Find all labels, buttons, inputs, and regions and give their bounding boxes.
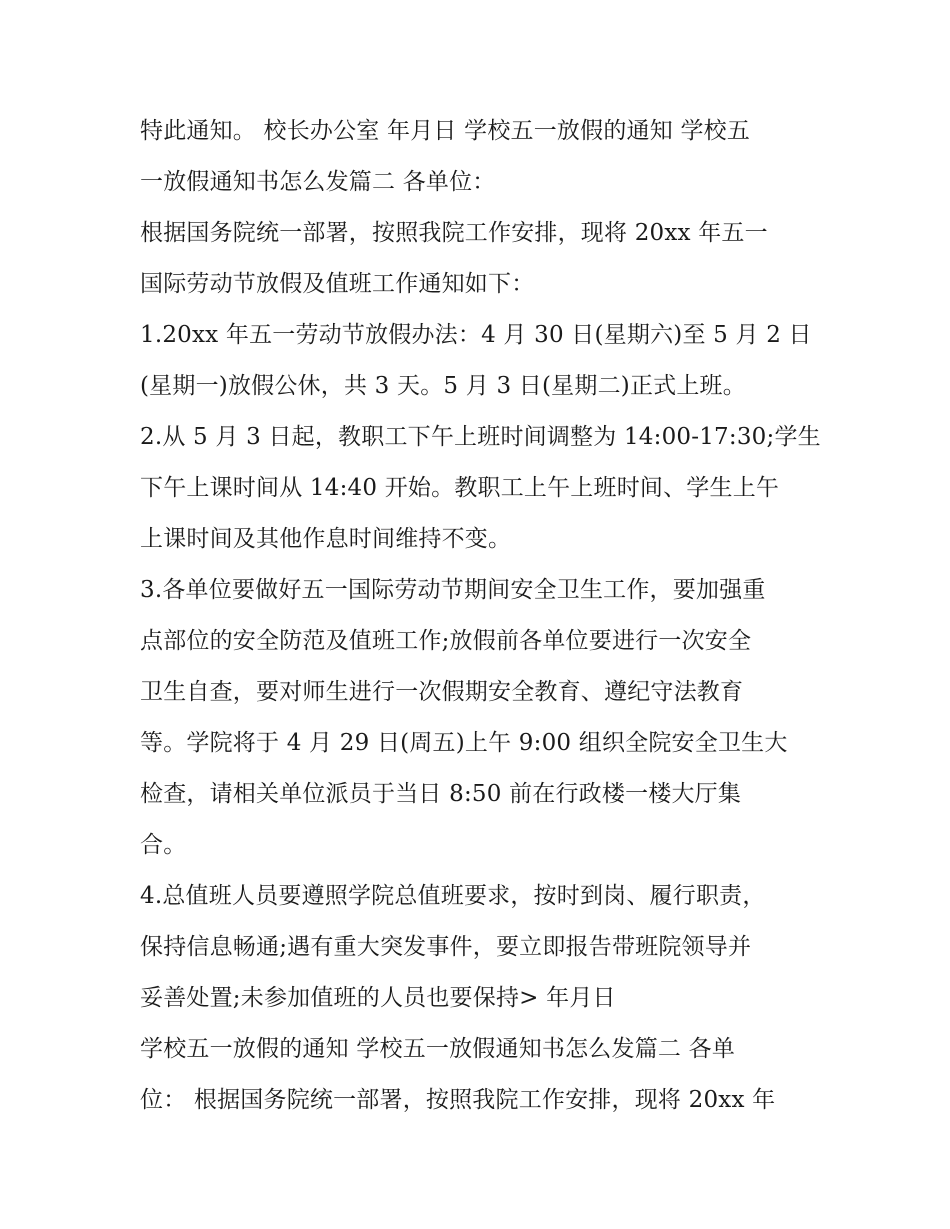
notice-body [140,106,820,1126]
text-line-6: (星期一)放假公休，共 3 天。5 月 3 日(星期二)正式上班。 [140,373,746,399]
text-line-15: 合。 [140,832,187,858]
text-line-9: 上课时间及其他作息时间维持不变。 [140,526,512,552]
text-line-12: 卫生自查，要对师生进行一次假期安全教育、遵纪守法教育 [140,679,744,705]
text-line-5: 1.20xx 年五一劳动节放假办法：4 月 30 日(星期六)至 5 月 2 日 [140,322,812,348]
text-line-3: 根据国务院统一部署，按照我院工作安排，现将 20xx 年五一 [140,220,768,246]
text-line-16: 4.总值班人员要遵照学院总值班要求，按时到岗、履行职责， [140,883,766,909]
text-line-20: 位： 根据国务院统一部署，按照我院工作安排，现将 20xx 年 [140,1087,776,1113]
text-line-19: 学校五一放假的通知 学校五一放假通知书怎么发篇二 各单 [140,1036,736,1062]
text-line-11: 点部位的安全防范及值班工作;放假前各单位要进行一次安全 [140,628,752,654]
text-line-2: 一放假通知书怎么发篇二 各单位： [140,169,496,195]
text-line-17: 保持信息畅通;遇有重大突发事件，要立即报告带班院领导并 [140,934,752,960]
text-line-18: 妥善处置;未参加值班的人员也要保持> 年月日 [140,985,616,1011]
text-line-7: 2.从 5 月 3 日起，教职工下午上班时间调整为 14:00-17:30;学生 [140,424,821,450]
text-line-4: 国际劳动节放假及值班工作通知如下： [140,271,535,297]
text-line-1: 特此通知。 校长办公室 年月日 学校五一放假的通知 学校五 [140,118,751,144]
text-line-8: 下午上课时间从 14:40 开始。教职工上午上班时间、学生上午 [140,475,780,501]
text-line-13: 等。学院将于 4 月 29 日(周五)上午 9:00 组织全院安全卫生大 [140,730,788,756]
text-line-14: 检查，请相关单位派员于当日 8:50 前在行政楼一楼大厅集 [140,781,742,807]
text-line-10: 3.各单位要做好五一国际劳动节期间安全卫生工作，要加强重 [140,577,766,603]
